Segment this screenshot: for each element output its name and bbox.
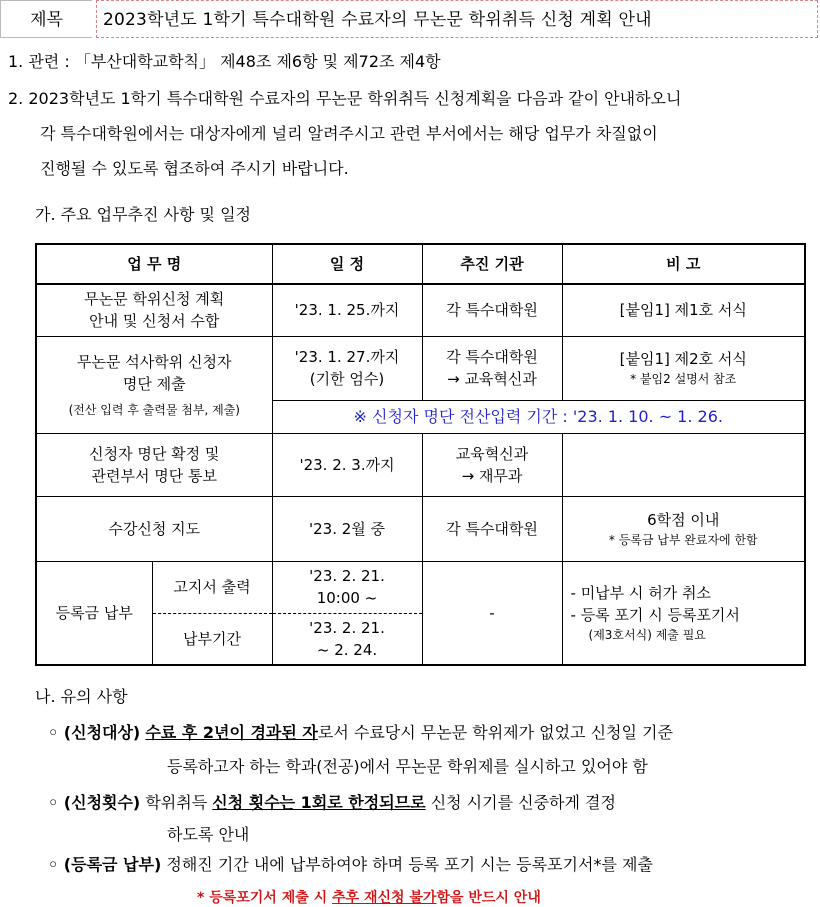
footnote-emphasis: 추후 재신청 불가 [332, 890, 437, 906]
org-cell: 각 특수대학원 [422, 496, 562, 561]
org-cell [422, 433, 562, 496]
task-text: 무논문 석사학위 신청자 [77, 352, 232, 371]
task-cell: 등록금 납부 [36, 561, 152, 665]
table-row [36, 284, 805, 336]
org-cell: - [422, 561, 562, 665]
table-row [36, 433, 805, 496]
note-3-text: 정해진 기간 내에 납부하여야 하며 등록 포기 시는 등록포기서*를 제출 [166, 855, 653, 874]
section-a-heading: 가. 주요 업무추진 사항 및 일정 [35, 205, 251, 224]
note-cell [562, 433, 805, 496]
header-schedule: 일 정 [272, 244, 422, 284]
note-2-text-rest: 신청 시기를 신중하게 결정 [430, 793, 616, 812]
task-note: (전산 입력 후 출력물 첨부, 제출) [68, 402, 240, 417]
date-cell [272, 336, 422, 400]
date-text: ~ 2. 24. [316, 640, 378, 659]
header-remarks: 비 고 [562, 244, 805, 284]
table-header-row [36, 244, 805, 284]
note-1-emphasis: 수료 후 2년이 경과된 자 [145, 723, 318, 742]
note-text: (제3호서식) 제출 필요 [588, 627, 706, 642]
note-1-text: 로서 수료당시 무논문 학위제가 없었고 신청일 기준 [317, 723, 673, 742]
task-cell: 수강신청 지도 [36, 496, 272, 561]
subtask-cell: 고지서 출력 [152, 561, 272, 613]
task-cell [36, 433, 272, 496]
date-cell: '23. 2월 중 [272, 496, 422, 561]
item-2-line-1: 2. 2023학년도 1학기 특수대학원 수료자의 무논문 학위취득 신청계획을 다음과 같이 안내하오니 [8, 89, 682, 108]
item-2-line-3: 진행될 수 있도록 협조하여 주시기 바랍니다. [40, 159, 349, 178]
note-1-line-1 [48, 722, 673, 744]
task-text: 명단 제출 [122, 374, 186, 393]
title-label: 제목 [0, 0, 92, 38]
note-1-line-2: 등록하고자 하는 학과(전공)에서 무논문 학위제를 실시하고 있어야 함 [167, 757, 648, 776]
task-text: 관련부서 명단 통보 [91, 466, 217, 485]
note-text: - 등록 포기 시 등록포기서 [570, 605, 740, 624]
note-text: * 붙임2 설명서 참조 [630, 372, 737, 386]
task-cell [36, 284, 272, 336]
org-text: → 교육혁신과 [447, 370, 537, 388]
note-cell [562, 561, 805, 665]
note-text: 6학점 이내 [647, 510, 720, 529]
table-row [36, 496, 805, 561]
footnote-pre: * 등록포기서 제출 시 [197, 890, 328, 906]
date-text: '23. 2. 21. [309, 618, 385, 637]
date-cell [272, 613, 422, 665]
note-3-tag: ◦ (등록금 납부) [48, 855, 162, 874]
note-2-line-1 [48, 792, 616, 814]
org-text: 각 특수대학원 [446, 348, 538, 366]
org-cell: 각 특수대학원 [422, 284, 562, 336]
note-text: [붙임1] 제2호 서식 [619, 350, 747, 368]
date-text: 10:00 ~ [316, 589, 378, 607]
org-text: 교육혁신과 [455, 444, 529, 463]
subtask-cell: 납부기간 [152, 613, 272, 665]
item-2-line-2: 각 특수대학원에서는 대상자에게 널리 알려주시고 관련 부서에서는 해당 업무가 차질없이 [40, 124, 658, 143]
header-org: 추진 기관 [422, 244, 562, 284]
date-cell: '23. 1. 25.까지 [272, 284, 422, 336]
note-3-footnote [197, 887, 541, 907]
org-text: → 재무과 [461, 466, 523, 485]
task-cell [36, 336, 272, 433]
org-cell [422, 336, 562, 400]
input-period-banner: ※ 신청자 명단 전산입력 기간 : '23. 1. 10. ~ 1. 26. [272, 400, 805, 433]
date-text: '23. 2. 21. [309, 567, 385, 585]
note-cell: [붙임1] 제1호 서식 [562, 284, 805, 336]
note-1-tag: ◦ (신청대상) [48, 723, 141, 742]
date-text: (기한 엄수) [309, 370, 385, 388]
document-title: 2023학년도 1학기 특수대학원 수료자의 무논문 학위취득 신청 계획 안내 [96, 0, 818, 38]
note-3-line-1 [48, 854, 653, 876]
header-task: 업 무 명 [36, 244, 272, 284]
note-text: * 등록금 납부 완료자에 한함 [608, 532, 758, 547]
footnote-post: 함을 반드시 안내 [436, 890, 541, 906]
note-2-text: 학위취득 [145, 793, 208, 812]
date-cell [272, 561, 422, 613]
note-cell [562, 496, 805, 561]
table-row [36, 336, 805, 400]
date-cell: '23. 2. 3.까지 [272, 433, 422, 496]
task-text: 무논문 학위신청 계획 [84, 290, 225, 309]
task-text: 안내 및 신청서 수합 [89, 312, 220, 331]
task-text: 신청자 명단 확정 및 [89, 444, 220, 463]
note-2-line-2: 하도록 안내 [167, 825, 250, 844]
note-text: - 미납부 시 허가 취소 [570, 583, 711, 602]
item-1-reference: 1. 관련 : 「부산대학교학칙」 제48조 제6항 및 제72조 제4항 [8, 52, 441, 71]
note-2-tag: ◦ (신청횟수) [48, 793, 141, 812]
date-text: '23. 1. 27.까지 [294, 348, 400, 366]
table-row [36, 561, 805, 613]
note-2-emphasis: 신청 횟수는 1회로 한정되므로 [212, 793, 426, 812]
schedule-table [35, 243, 806, 666]
section-b-heading: 나. 유의 사항 [35, 687, 128, 706]
note-cell [562, 336, 805, 400]
